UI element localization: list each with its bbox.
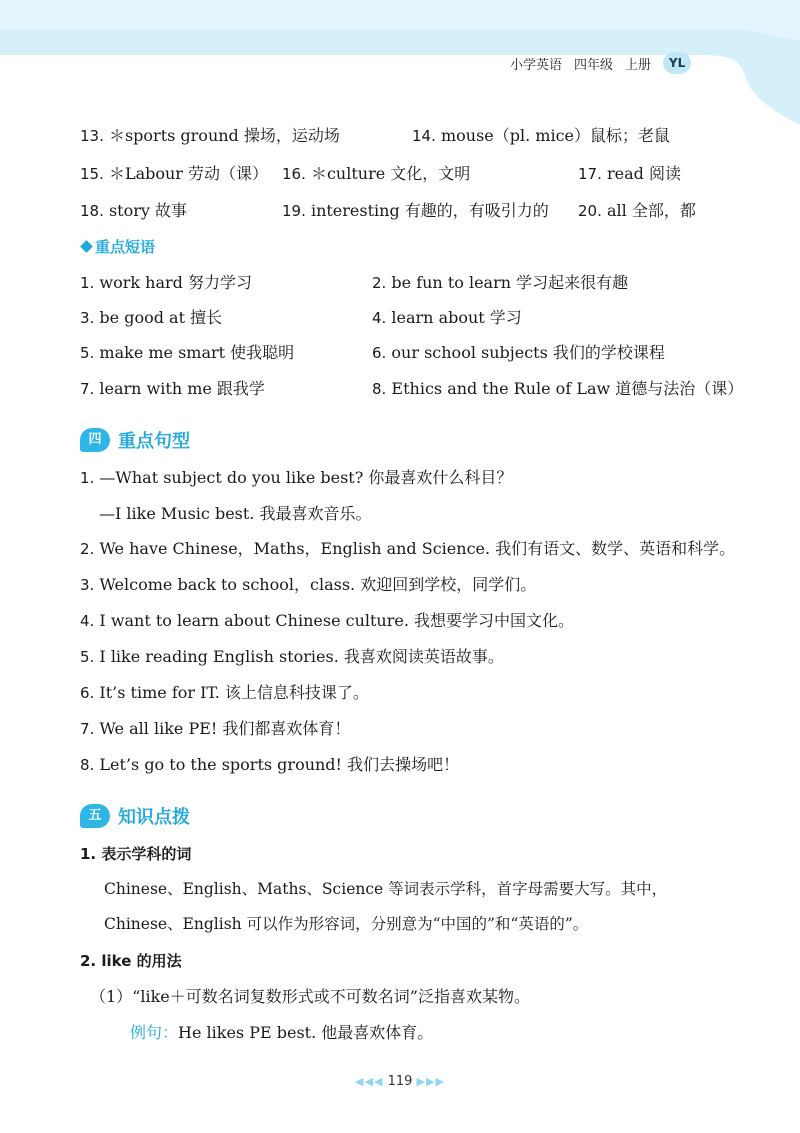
page-number: 119 [387,1074,413,1089]
knowledge-point-1-heading: 1. 表示学科的词 [80,845,192,863]
section-number-badge: 五 [80,804,110,828]
vocab-item-15: 15. ＊Labour 劳动（课） [80,164,269,183]
knowledge-heading: 五 知识点拨 [80,803,190,829]
header-series: 小学英语 [510,57,563,73]
vocab-item-13: 13. ＊sports ground 操场，运动场 [80,126,340,145]
sentence-item-8: 8. Let’s go to the sports ground! 我们去操场吧！ [80,755,460,774]
header-grade: 四年级 [574,57,614,73]
sentence-item-5: 5. I like reading English stories. 我喜欢阅读英语故事。 [80,647,504,666]
phrase-item-4: 4. learn about 学习 [372,308,522,327]
knowledge-point-2-sub-1: （1）“like＋可数名词复数形式或不可数名词”泛指喜欢某物。 [90,987,530,1006]
vocab-item-14: 14. mouse（pl. mice）鼠标；老鼠 [412,126,670,145]
example-label: 例句： [130,1023,179,1042]
sentence-item-2: 2. We have Chinese，Maths，English and Science. 我们有语文、数学、英语和科学。 [80,539,736,558]
page-footer [0,1074,800,1089]
vocab-item-16: 16. ＊culture 文化，文明 [282,164,471,183]
phrase-item-8: 8. Ethics and the Rule of Law 道德与法治（课） [372,379,744,398]
left-arrows-icon: ◀◀◀ [355,1075,384,1088]
vocab-item-19: 19. interesting 有趣的，有吸引力的 [282,201,549,220]
diamond-icon [80,240,93,253]
phrase-item-5: 5. make me smart 使我聪明 [80,343,295,362]
knowledge-point-2-heading: 2. like 的用法 [80,952,182,970]
vocab-item-20: 20. all 全部，都 [578,201,696,220]
vocab-item-17: 17. read 阅读 [578,164,681,183]
sentence-item-1-answer: —I like Music best. 我最喜欢音乐。 [99,504,372,523]
sentence-item-4: 4. I want to learn about Chinese culture. 我想要学习中国文化。 [80,611,575,630]
knowledge-point-1-line-1: Chinese、English、Maths、Science 等词表示学科，首字母需要大写。其中， [104,880,668,898]
example-sentence [130,1022,433,1044]
sentence-item-1: 1. —What subject do you like best? 你最喜欢什么科目？ [80,468,513,487]
sentences-heading: 四 重点句型 [80,427,190,453]
phrase-item-7: 7. learn with me 跟我学 [80,379,265,398]
phrase-item-3: 3. be good at 擅长 [80,308,223,327]
right-arrows-icon: ▶▶▶ [416,1075,445,1088]
example-text: He likes PE best. 他最喜欢体育。 [178,1023,434,1042]
knowledge-point-1-line-2: Chinese、English 可以作为形容词，分别意为“中国的”和“英语的”。 [104,915,589,933]
sentence-item-6: 6. It’s time for IT. 该上信息科技课了。 [80,683,369,702]
sentence-item-7: 7. We all like PE! 我们都喜欢体育！ [80,719,351,738]
phrases-heading: 重点短语 [82,236,155,257]
header-badge: YL [663,52,691,74]
section-number-badge: 四 [80,428,110,452]
sentence-item-3: 3. Welcome back to school，class. 欢迎回到学校，同学们。 [80,575,537,594]
header-volume: 上册 [625,57,652,73]
vocab-item-18: 18. story 故事 [80,201,188,220]
page-header [510,52,691,74]
phrase-item-2: 2. be fun to learn 学习起来很有趣 [372,273,629,292]
phrase-item-6: 6. our school subjects 我们的学校课程 [372,343,665,362]
phrase-item-1: 1. work hard 努力学习 [80,273,252,292]
